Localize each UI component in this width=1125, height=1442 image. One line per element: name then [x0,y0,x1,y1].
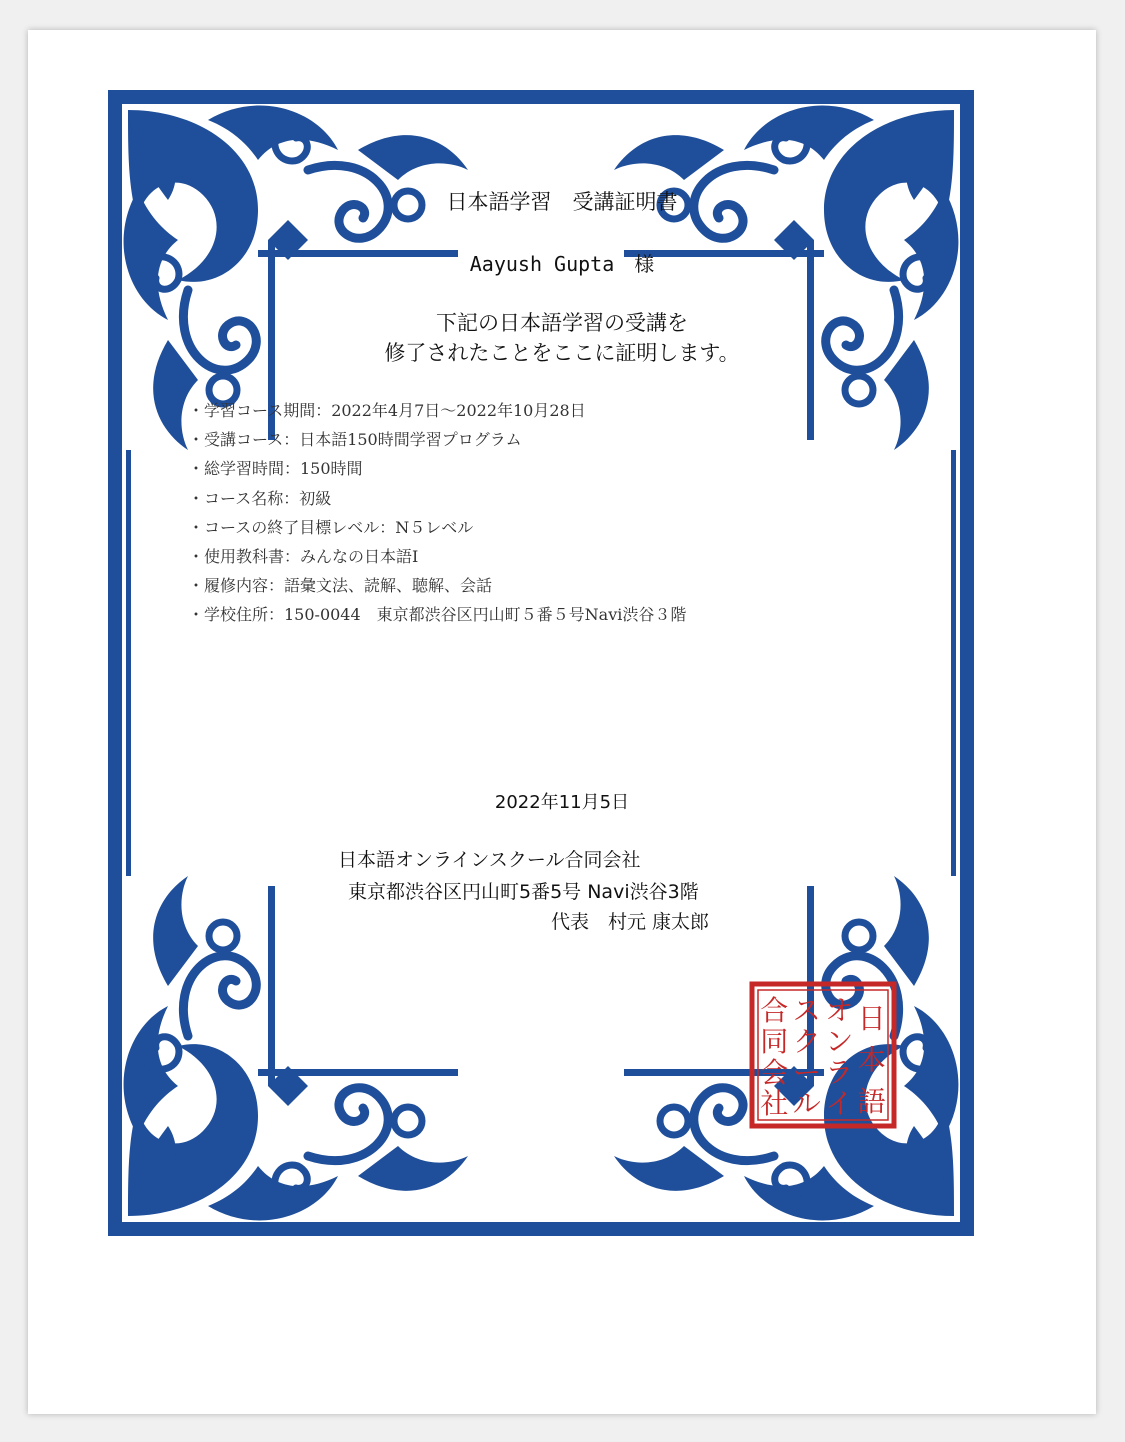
seal-character: オ [825,994,854,1028]
issue-date: 2022年11月5日 [494,792,630,813]
seal-character: ク [792,1025,821,1059]
detail-curriculum: ・履修内容：語彙文法、読解、聴解、会話 [188,576,493,596]
detail-course-period: ・学習コース期間：2022年4月7日～2022年10月28日 [188,401,586,420]
certificate-title: 日本語学習 受講証明書 [446,190,678,214]
seal-character: 会 [760,1056,789,1090]
detail-course-name: ・コース名称：初級 [188,488,332,508]
seal-character: 合 [760,994,789,1028]
detail-textbook: ・使用教科書：みんなの日本語I [188,546,419,566]
statement-line: 下記の日本語学習の受講を [436,311,688,335]
certificate-statement [28,308,1096,368]
detail-school-address: ・学校住所：150-0044 東京都渋谷区円山町５番５号Navi渋谷３階 [188,605,687,625]
seal-character: 日 [857,1002,886,1036]
seal-character: ン [825,1025,854,1059]
seal-character: 社 [760,1087,789,1121]
issuer-representative: 代表 村元 康太郎 [551,911,710,933]
seal-character: 本 [857,1043,886,1077]
course-details-list [188,396,686,630]
certificate-page [28,30,1096,1414]
seal-character: 同 [760,1025,789,1059]
statement-line: 修了されたことをここに証明します。 [384,341,740,365]
seal-character: ル [792,1087,821,1121]
seal-character: ー [792,1056,821,1090]
detail-course-program: ・受講コース：日本語150時間学習プログラム [188,430,522,450]
issuer-address: 東京都渋谷区円山町5番5号 Navi渋谷3階 [348,881,699,903]
seal-character: イ [825,1087,854,1121]
detail-target-level: ・コースの終了目標レベル：N５レベル [188,517,474,537]
detail-total-hours: ・総学習時間：150時間 [188,459,363,479]
seal-character: 語 [857,1084,886,1118]
company-seal [748,980,898,1130]
issuer-name: 日本語オンラインスクール合同会社 [338,849,641,871]
seal-character: ラ [825,1056,854,1090]
seal-character: ス [792,994,821,1028]
recipient-name: Aayush Gupta 様 [469,252,655,276]
